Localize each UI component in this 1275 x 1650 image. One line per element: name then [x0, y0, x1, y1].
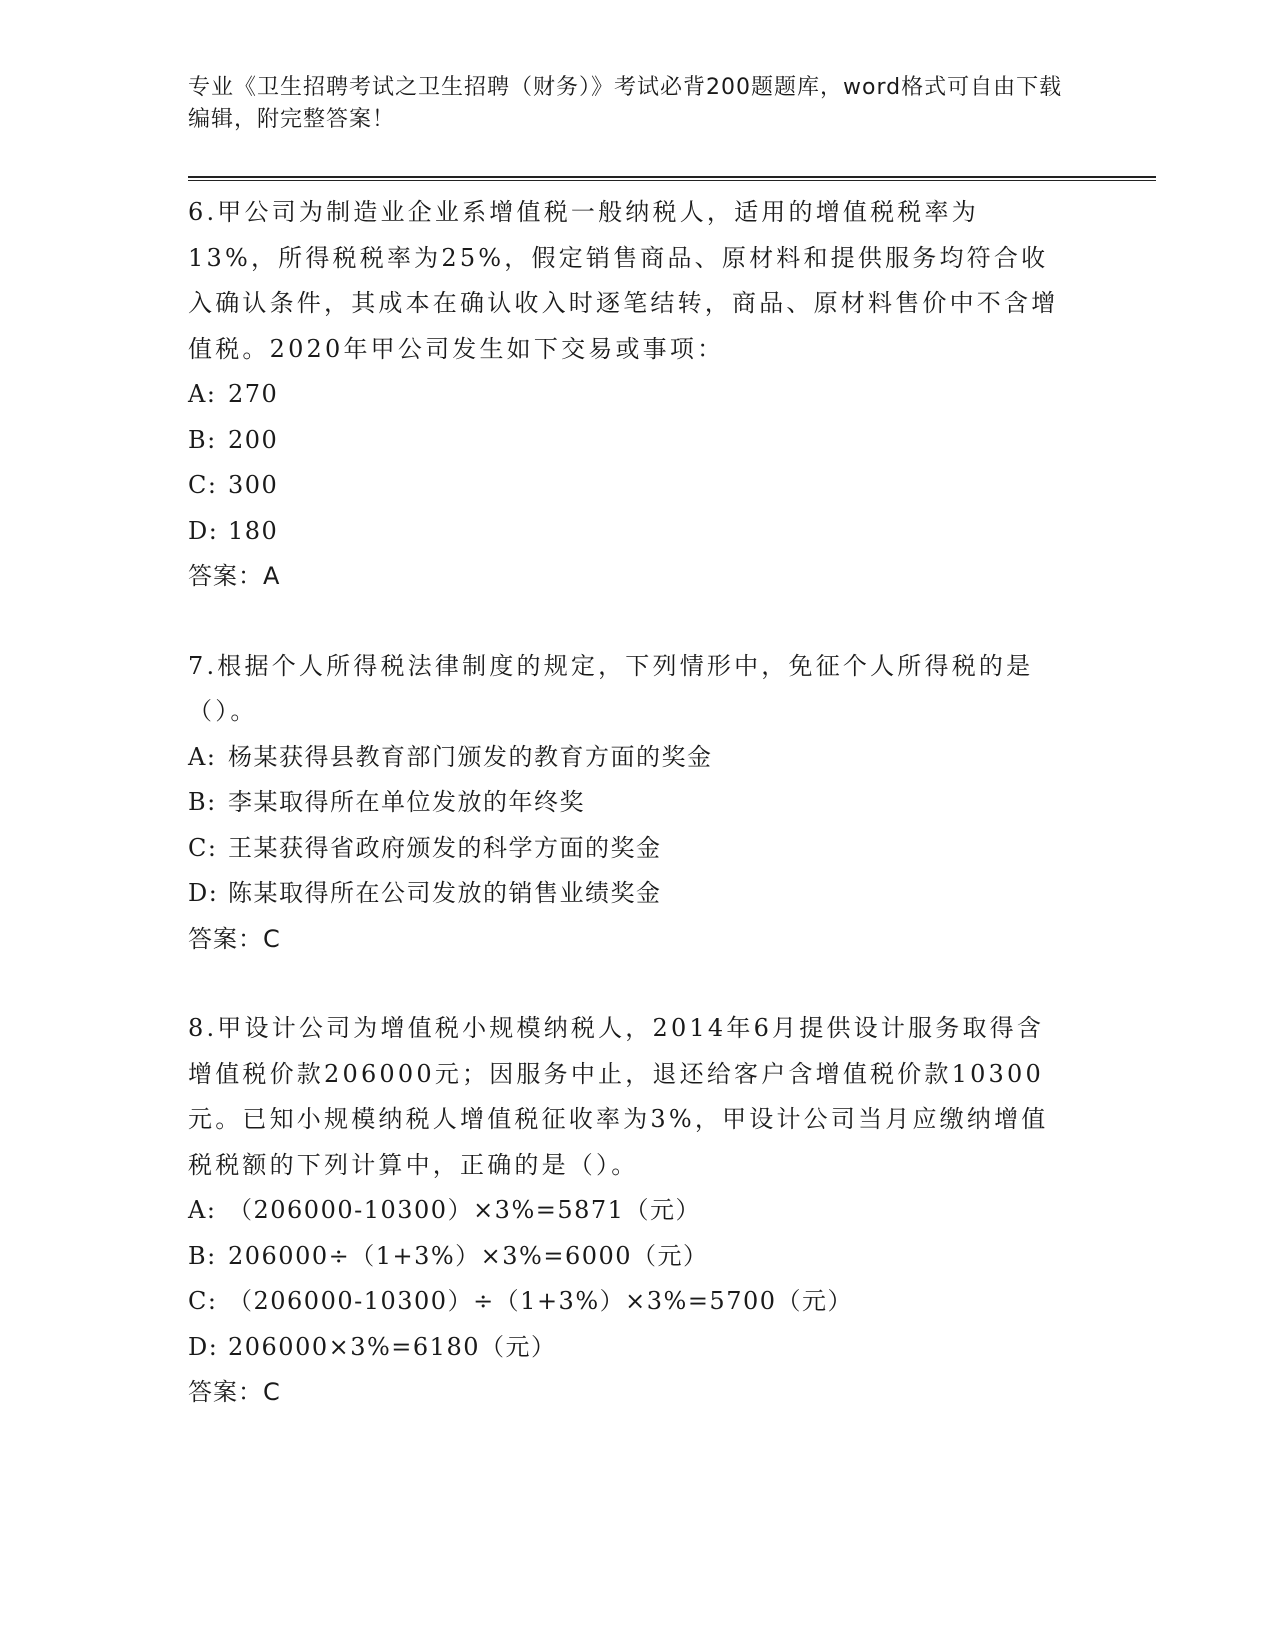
option-label: A:	[188, 1196, 217, 1224]
option-d	[188, 871, 1068, 917]
option-b	[188, 418, 1068, 464]
option-text: （206000-10300）÷（1+3%）×3%=5700（元）	[228, 1287, 854, 1315]
option-text: 180	[228, 516, 279, 545]
option-label: C:	[188, 833, 218, 862]
answer-line: 答案：C	[188, 1378, 281, 1406]
option-label: A:	[188, 380, 217, 408]
option-d	[188, 509, 1068, 555]
option-text: 李某取得所在单位发放的年终奖	[228, 788, 585, 816]
question-stem: 8.甲设计公司为增值税小规模纳税人，2014年6月提供设计服务取得含增值税价款206000元；因服务中止，退还给客户含增值税价款10300元。已知小规模纳税人增值税征收率为3%，甲设计公司当月应缴纳增值税税额的下列计算中，正确的是（）。	[188, 1014, 1049, 1179]
option-text: 陈某取得所在公司发放的销售业绩奖金	[228, 879, 662, 907]
option-text: 200	[228, 425, 279, 454]
option-text: 王某获得省政府颁发的科学方面的奖金	[228, 833, 662, 862]
question-8	[188, 1006, 1068, 1416]
option-c	[188, 826, 1068, 872]
option-a	[188, 1188, 1068, 1234]
divider-line-thin	[188, 180, 1156, 181]
question-6	[188, 190, 1068, 600]
question-list	[188, 190, 1068, 1460]
option-label: D:	[188, 1332, 219, 1361]
header-text: 专业《卫生招聘考试之卫生招聘（财务）》考试必背200题题库，word格式可自由下载编辑，附完整答案！	[188, 75, 1063, 132]
option-label: C:	[188, 471, 218, 499]
divider-line-thick	[188, 176, 1156, 178]
option-text: 270	[228, 380, 279, 408]
option-label: B:	[188, 425, 217, 454]
document-header	[188, 72, 1068, 136]
option-c	[188, 463, 1068, 509]
option-text: （206000-10300）×3%=5871（元）	[228, 1196, 701, 1224]
option-label: D:	[188, 516, 219, 545]
option-a	[188, 735, 1068, 781]
option-a	[188, 372, 1068, 418]
option-text: 206000×3%=6180（元）	[228, 1332, 557, 1361]
option-label: A:	[188, 742, 217, 771]
option-label: D:	[188, 879, 219, 907]
option-text: 杨某获得县教育部门颁发的教育方面的奖金	[228, 742, 713, 771]
option-c	[188, 1279, 1068, 1325]
option-label: B:	[188, 788, 217, 816]
option-text: 300	[228, 471, 279, 499]
answer-line: 答案：C	[188, 924, 281, 953]
option-b	[188, 780, 1068, 826]
option-d	[188, 1325, 1068, 1371]
answer-line: 答案：A	[188, 562, 281, 590]
header-divider	[188, 176, 1156, 181]
option-label: B:	[188, 1241, 217, 1270]
option-label: C:	[188, 1287, 218, 1315]
question-stem: 7.根据个人所得税法律制度的规定，下列情形中，免征个人所得税的是（）。	[188, 651, 1034, 725]
question-7	[188, 644, 1068, 963]
option-b	[188, 1234, 1068, 1280]
question-stem: 6.甲公司为制造业企业系增值税一般纳税人，适用的增值税税率为13%，所得税税率为25%，假定销售商品、原材料和提供服务均符合收入确认条件，其成本在确认收入时逐笔结转，商品、原材料售价中不含增值税。2020年甲公司发生如下交易或事项：	[188, 198, 1059, 363]
option-text: 206000÷（1+3%）×3%=6000（元）	[228, 1241, 709, 1270]
